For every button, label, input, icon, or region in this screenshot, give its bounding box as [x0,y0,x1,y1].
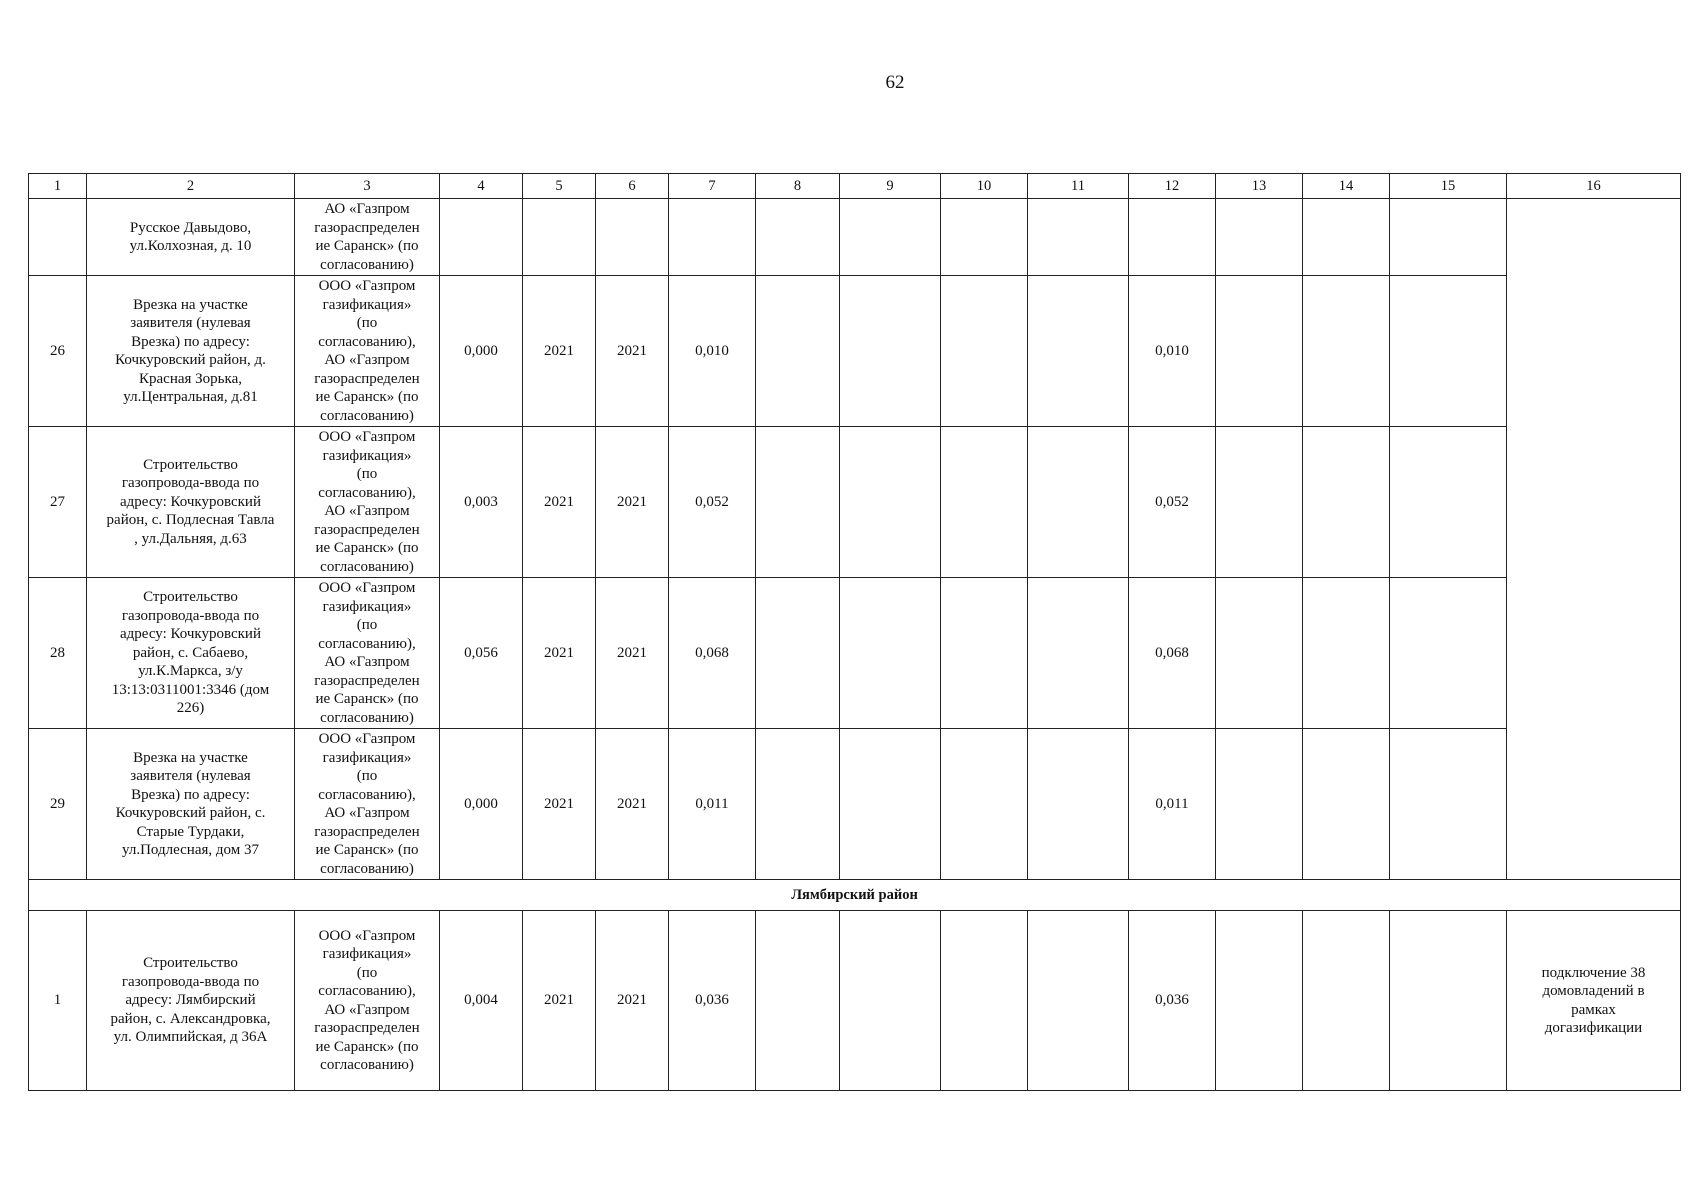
year-end-cell: 2021 [596,911,669,1091]
year-start-cell: 2021 [523,427,596,578]
col-header: 10 [941,174,1028,199]
object-name-cell: Строительство газопровода-ввода по адресу: Кочкуровский район, с. Подлесная Тавла , ул.Дальняя, д.63 [87,427,295,578]
col-header: 12 [1129,174,1216,199]
table-cell [1028,911,1129,1091]
table-cell [1390,578,1507,729]
col-header: 9 [840,174,941,199]
table-row [29,729,1681,880]
col-header: 2 [87,174,295,199]
value-cell: 0,004 [440,911,523,1091]
table-cell [1216,578,1303,729]
col-header: 1 [29,174,87,199]
table-cell [1390,729,1507,880]
value-cell: 0,068 [669,578,756,729]
row-number-cell: 1 [29,911,87,1091]
table-cell [1390,276,1507,427]
table-cell [1129,199,1216,276]
table-cell [1303,578,1390,729]
table-cell [669,199,756,276]
table-cell [941,729,1028,880]
table-cell [941,578,1028,729]
table-row [29,199,1681,276]
col-header: 5 [523,174,596,199]
value-cell: 0,010 [669,276,756,427]
table-cell [840,199,941,276]
value-cell: 0,000 [440,729,523,880]
value-cell: 0,052 [1129,427,1216,578]
table-row [29,578,1681,729]
table-cell [1216,199,1303,276]
table-cell [941,199,1028,276]
table-cell [840,729,941,880]
page-number: 62 [885,72,905,93]
table-cell [596,199,669,276]
table-cell [840,911,941,1091]
value-cell: 0,068 [1129,578,1216,729]
col-header: 14 [1303,174,1390,199]
value-cell: 0,011 [1129,729,1216,880]
executor-cell: ООО «Газпром газификация» (по согласованию), АО «Газпром газораспределен ие Саранск» (по согласованию) [295,729,440,880]
table-cell [1028,729,1129,880]
table-row [29,427,1681,578]
col-header: 16 [1507,174,1681,199]
year-end-cell: 2021 [596,729,669,880]
col-header: 8 [756,174,840,199]
year-end-cell: 2021 [596,578,669,729]
value-cell: 0,011 [669,729,756,880]
row-number-cell [29,199,87,276]
section-title: Лямбирский район [29,880,1681,911]
table-cell [1028,578,1129,729]
table-header-row [29,174,1681,199]
col-header: 4 [440,174,523,199]
table-cell [941,427,1028,578]
year-start-cell: 2021 [523,578,596,729]
note-cell: подключение 38 домовладений в рамках догазификации [1507,911,1681,1091]
col-header: 6 [596,174,669,199]
object-name-cell: Строительство газопровода-ввода по адресу: Кочкуровский район, с. Сабаево, ул.К.Маркса, з/у 13:13:0311001:3346 (дом 226) [87,578,295,729]
table-cell [440,199,523,276]
col-header: 7 [669,174,756,199]
executor-cell: ООО «Газпром газификация» (по согласованию), АО «Газпром газораспределен ие Саранск» (по согласованию) [295,427,440,578]
row-number-cell: 29 [29,729,87,880]
table-cell [1390,911,1507,1091]
table-cell [840,427,941,578]
table-cell [1303,276,1390,427]
table-cell [523,199,596,276]
table-cell [756,911,840,1091]
table-row [29,276,1681,427]
year-start-cell: 2021 [523,911,596,1091]
object-name-cell: Строительство газопровода-ввода по адресу: Лямбирский район, с. Александровка, ул. Олимпийская, д 36А [87,911,295,1091]
year-start-cell: 2021 [523,729,596,880]
year-end-cell: 2021 [596,276,669,427]
value-cell: 0,010 [1129,276,1216,427]
program-table [28,173,1681,1091]
table-cell [840,276,941,427]
value-cell: 0,056 [440,578,523,729]
executor-cell: ООО «Газпром газификация» (по согласованию), АО «Газпром газораспределен ие Саранск» (по согласованию) [295,276,440,427]
table-cell [1303,427,1390,578]
value-cell: 0,000 [440,276,523,427]
object-name-cell: Врезка на участке заявителя (нулевая Врезка) по адресу: Кочкуровский район, д. Красная Зорька, ул.Центральная, д.81 [87,276,295,427]
row-number-cell: 28 [29,578,87,729]
table-cell [941,276,1028,427]
col-header: 11 [1028,174,1129,199]
table-cell [756,729,840,880]
table-cell [1303,729,1390,880]
table-cell [756,199,840,276]
col-header: 3 [295,174,440,199]
table-cell [1390,427,1507,578]
year-start-cell: 2021 [523,276,596,427]
table-cell [756,427,840,578]
table-cell [1028,276,1129,427]
table-cell [1028,199,1129,276]
table-cell [1216,427,1303,578]
row-number-cell: 26 [29,276,87,427]
table-row [29,911,1681,1091]
table-cell [840,578,941,729]
row-number-cell: 27 [29,427,87,578]
object-name-cell: Русское Давыдово, ул.Колхозная, д. 10 [87,199,295,276]
executor-cell: АО «Газпром газораспределен ие Саранск» (по согласованию) [295,199,440,276]
table-cell [1390,199,1507,276]
table-cell [756,578,840,729]
value-cell: 0,036 [1129,911,1216,1091]
object-name-cell: Врезка на участке заявителя (нулевая Врезка) по адресу: Кочкуровский район, с. Старые Турдаки, ул.Подлесная, дом 37 [87,729,295,880]
note-cell-merged [1507,199,1681,880]
value-cell: 0,003 [440,427,523,578]
table-cell [1303,199,1390,276]
section-header-row [29,880,1681,911]
year-end-cell: 2021 [596,427,669,578]
table-cell [1028,427,1129,578]
executor-cell: ООО «Газпром газификация» (по согласованию), АО «Газпром газораспределен ие Саранск» (по согласованию) [295,578,440,729]
executor-cell: ООО «Газпром газификация» (по согласованию), АО «Газпром газораспределен ие Саранск» (по согласованию) [295,911,440,1091]
table-cell [1216,276,1303,427]
table-cell [756,276,840,427]
value-cell: 0,036 [669,911,756,1091]
value-cell: 0,052 [669,427,756,578]
table-cell [1216,729,1303,880]
table-cell [1303,911,1390,1091]
col-header: 15 [1390,174,1507,199]
col-header: 13 [1216,174,1303,199]
table-cell [941,911,1028,1091]
table-cell [1216,911,1303,1091]
